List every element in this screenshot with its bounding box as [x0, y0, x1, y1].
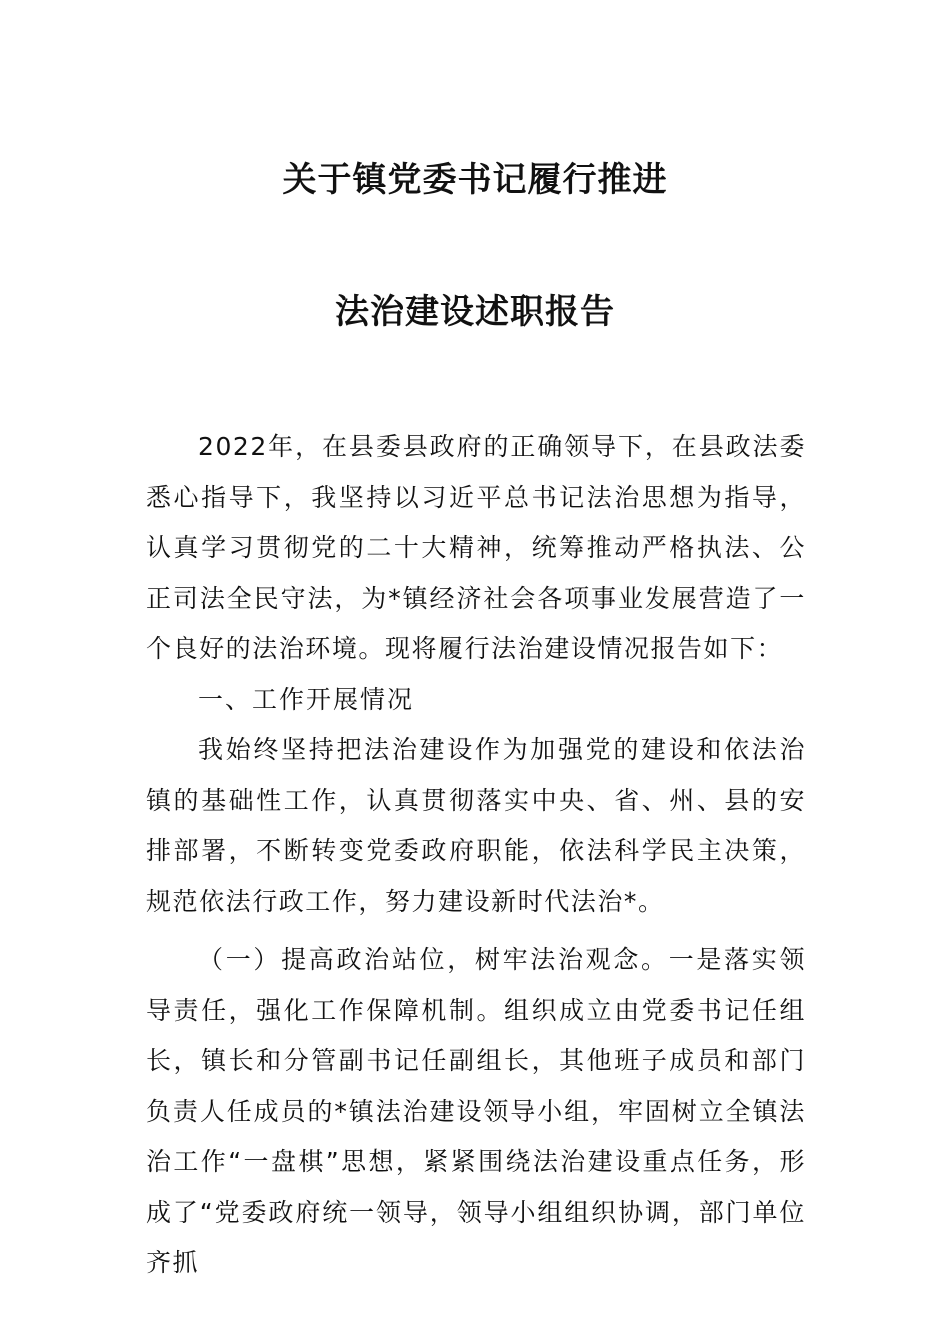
section-heading: 一、工作开展情况	[198, 684, 415, 714]
section-paragraph: 我始终坚持把法治建设作为加强党的建设和依法治镇的基础性工作，认真贯彻落实中央、省、州、县的安排部署，不断转变党委政府职能，依法科学民主决策，规范依法行政工作，努力建设新时代法治*。	[146, 735, 806, 916]
document-body	[146, 422, 806, 1289]
document-title-line-2: 法治建设述职报告	[335, 292, 615, 332]
intro-paragraph: 2022年，在县委县政府的正确领导下，在县政法委悉心指导下，我坚持以习近平总书记法治思想为指导，认真学习贯彻党的二十大精神，统筹推动严格执法、公正司法全民守法，为*镇经济社会各项事业发展营造了一个良好的法治环境。现将履行法治建设情况报告如下：	[146, 432, 806, 663]
subsection-paragraph: （一）提高政治站位，树牢法治观念。一是落实领导责任，强化工作保障机制。组织成立由党委书记任组长，镇长和分管副书记任副组长，其他班子成员和部门负责人任成员的*镇法治建设领导小组，牢固树立全镇法治工作“一盘棋”思想，紧紧围绕法治建设重点任务，形成了“党委政府统一领导，领导小组组织协调，部门单位齐抓	[146, 945, 806, 1277]
document-title-line-1: 关于镇党委书记履行推进	[282, 160, 668, 200]
